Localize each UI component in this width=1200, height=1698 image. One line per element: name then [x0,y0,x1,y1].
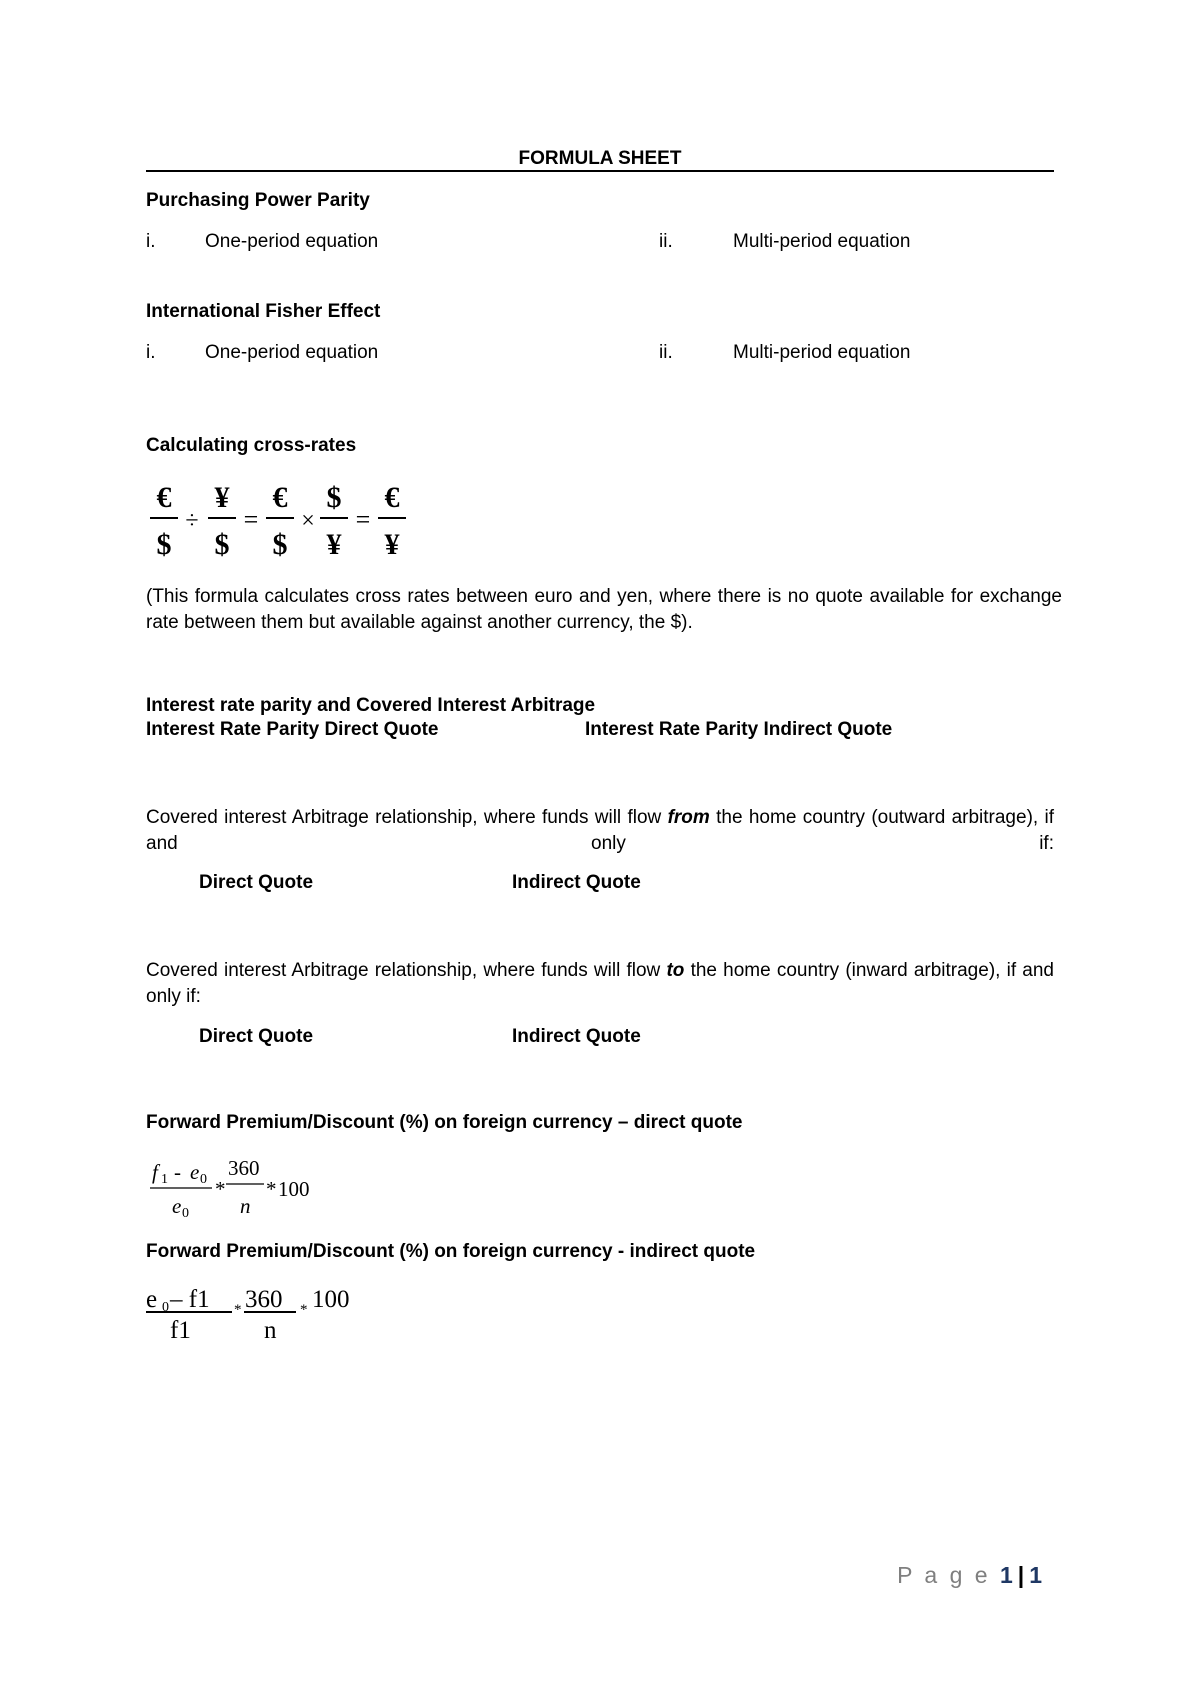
numerator-minus-f1: – f1 [170,1286,210,1313]
cia-outward-direct-label: Direct Quote [199,872,314,893]
ife-heading: International Fisher Effect [146,301,381,322]
ppp-heading: Purchasing Power Parity [146,190,370,211]
subscript-0: 0 [162,1300,169,1315]
ppp-item1-number: i. [146,231,156,252]
current-page: 1 [999,1562,1013,1588]
cross-rates-note: (This formula calculates cross rates between euro and yen, where there is no quote available for exchange rate between them but available against another currency, the $). [146,586,1062,633]
ppp-item2-label: Multi-period equation [733,231,911,252]
cia-outward-indirect-label: Indirect Quote [512,872,641,893]
ppp-item1-label: One-period equation [205,231,379,252]
divide-sign: ÷ [185,508,199,534]
fwd-direct-formula [146,1150,336,1220]
denominator-dollar: $ [272,528,288,560]
irp-indirect-label: Interest Rate Parity Indirect Quote [585,719,893,740]
page-separator: | [1017,1562,1025,1588]
minus-sign: - [174,1160,181,1184]
cia-inward-indirect-label: Indirect Quote [512,1026,641,1047]
f-symbol: f [152,1160,158,1184]
hundred: 100 [278,1177,310,1201]
numerator-euro: € [272,481,288,514]
subscript-0: 0 [182,1206,189,1220]
star-sign: * [234,1302,242,1318]
numerator-yen: ¥ [214,481,230,514]
denominator-dollar: $ [214,528,230,560]
e-symbol: e [172,1194,182,1218]
n-symbol: n [264,1317,277,1344]
cia-outward-text: Covered interest Arbitrage relationship, where funds will flow from the home country (outward arbitrage), if and only if: [146,807,1054,854]
ife-item1-label: One-period equation [205,342,379,363]
irp-heading: Interest rate parity and Covered Interest Arbitrage [146,695,596,716]
cross-rate-formula [146,478,416,560]
days-360: 360 [245,1286,283,1313]
equals-sign: = [243,505,259,534]
denominator-dollar: $ [156,528,172,560]
times-sign: × [301,508,315,534]
denominator-yen: ¥ [326,528,342,560]
star-sign: * [300,1302,308,1318]
page-word: P a g e [897,1562,991,1588]
ife-item1-number: i. [146,342,156,363]
subscript-1: 1 [161,1172,168,1187]
ife-item2-label: Multi-period equation [733,342,911,363]
denominator-f1: f1 [170,1317,191,1344]
cia-inward-text: Covered interest Arbitrage relationship, where funds will flow to the home country (inward arbitrage), if and only if: [146,960,1054,1007]
subscript-0: 0 [200,1172,207,1187]
page-number-footer [897,1562,1042,1589]
irp-direct-label: Interest Rate Parity Direct Quote [146,719,439,740]
page-title: FORMULA SHEET [518,148,682,169]
numerator-dollar: $ [326,481,342,514]
total-pages: 1 [1029,1562,1042,1588]
emphasis-from: from [667,807,710,828]
denominator-yen: ¥ [384,528,400,560]
ppp-item2-number: ii. [659,231,673,252]
equals-sign: = [355,505,371,534]
fwd-indirect-heading: Forward Premium/Discount (%) on foreign currency - indirect quote [146,1241,756,1262]
title-underline [146,170,1054,172]
hundred: 100 [312,1286,350,1313]
star-sign: * [266,1177,277,1201]
e-symbol: e [190,1160,200,1184]
numerator-euro: € [384,481,400,514]
fwd-indirect-formula [146,1280,386,1344]
days-360: 360 [228,1156,260,1180]
n-symbol: n [240,1194,251,1218]
star-sign: * [215,1177,226,1201]
cia-inward-direct-label: Direct Quote [199,1026,314,1047]
e-symbol: e [146,1286,158,1313]
cross-rates-heading: Calculating cross-rates [146,435,357,456]
emphasis-to: to [666,960,685,981]
ife-item2-number: ii. [659,342,673,363]
fwd-direct-heading: Forward Premium/Discount (%) on foreign currency – direct quote [146,1112,743,1133]
numerator-euro: € [156,481,172,514]
